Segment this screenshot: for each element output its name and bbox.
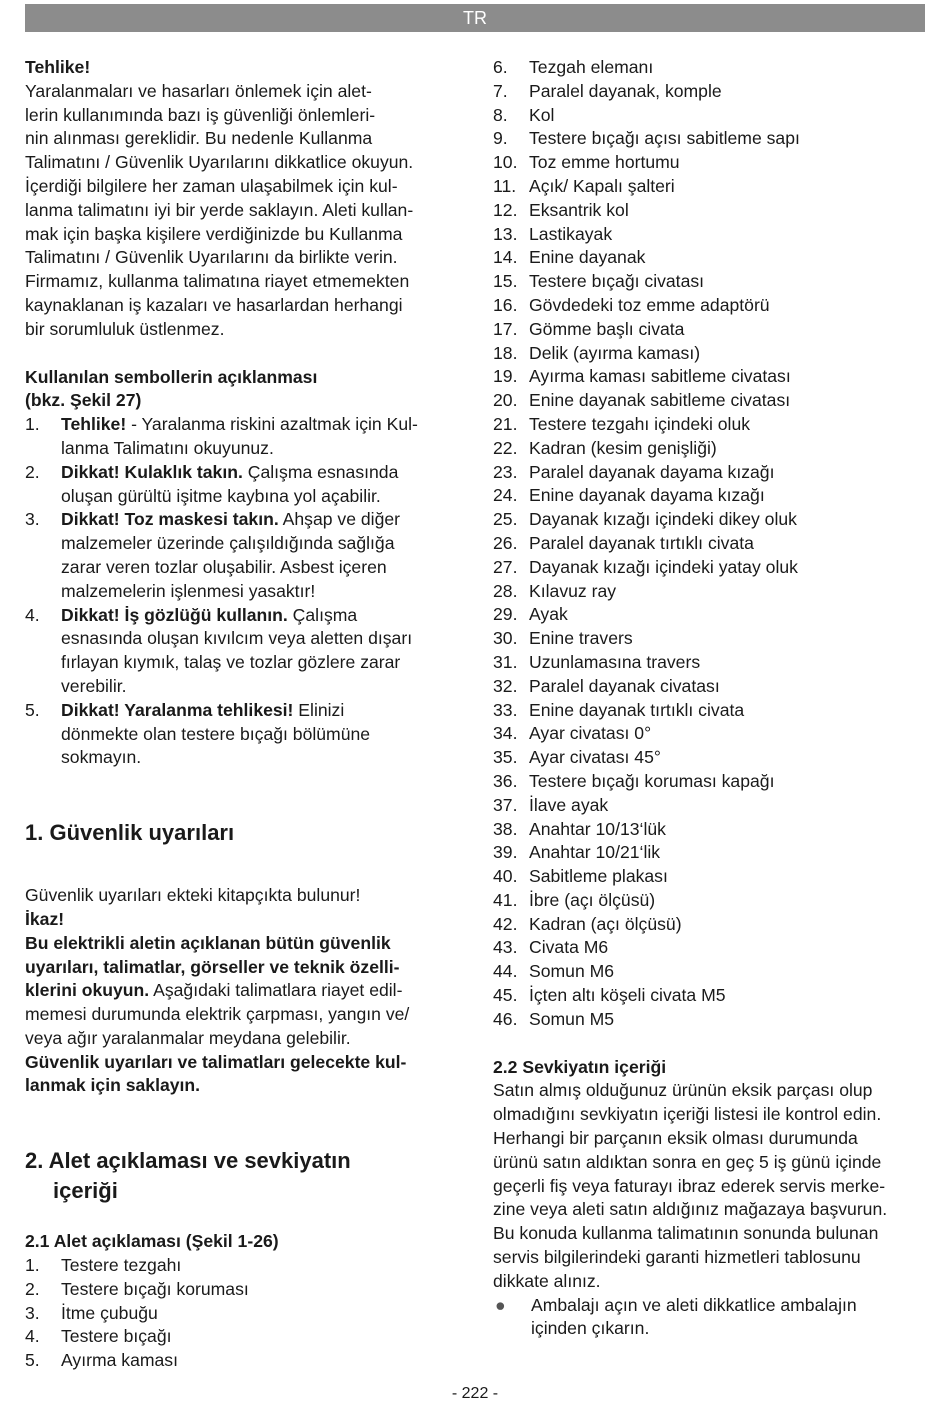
text-line: Aşağıdaki talimatlara riayet edil- [149, 980, 403, 1001]
list-item [493, 913, 925, 937]
item-label: İçten altı köşeli civata M5 [529, 985, 726, 1006]
item-number: 15. [493, 271, 518, 292]
list-item [25, 1278, 465, 1302]
list-item [25, 508, 465, 603]
list-item [493, 865, 925, 889]
list-item [493, 960, 925, 984]
item-label: Ayak [529, 604, 568, 625]
subsection-2-2-title: 2.2 Sevkiyatın içeriği [493, 1056, 667, 1077]
list-item [493, 127, 925, 151]
list-item [493, 56, 925, 80]
item-number: 30. [493, 628, 518, 649]
item-label: Gömme başlı civata [529, 318, 685, 339]
item-number: 38. [493, 818, 518, 839]
item-number: 42. [493, 913, 518, 934]
list-item [493, 889, 925, 913]
item-number: 28. [493, 580, 518, 601]
item-label: Uzunlamasına travers [529, 651, 701, 672]
item-bold-label: Dikkat! İş gözlüğü kullanın. [61, 604, 288, 625]
item-label: Testere bıçağı civatası [529, 271, 705, 292]
list-item [493, 294, 925, 318]
list-item [493, 342, 925, 366]
parts-list-continued [493, 56, 925, 1032]
item-label: Testere bıçağı [61, 1326, 172, 1347]
item-number: 24. [493, 485, 518, 506]
item-label: İlave ayak [529, 794, 609, 815]
list-item [493, 1008, 925, 1032]
text-line: Bu konuda kullanma talimatının sonunda bulunan [493, 1223, 879, 1244]
list-item [25, 1254, 465, 1278]
item-label: Enine travers [529, 628, 633, 649]
item-label: Ayar civatası 0° [529, 723, 652, 744]
item-label: Kadran (kesim genişliği) [529, 437, 717, 458]
text-line: Yaralanmaları ve hasarları önlemek için alet- [25, 80, 372, 101]
item-label: Tezgah elemanı [529, 57, 654, 77]
text-line: memesi durumunda elektrik çarpması, yangın ve/ [25, 1004, 410, 1025]
item-number: 45. [493, 985, 518, 1006]
item-number: 17. [493, 318, 518, 339]
text-line: servis bilgilerindeki garanti hizmetleri tablosunu [493, 1247, 861, 1268]
item-number: 44. [493, 961, 518, 982]
item-number: 3. [25, 1302, 40, 1323]
list-item [493, 794, 925, 818]
item-label: Dayanak kızağı içindeki yatay oluk [529, 556, 798, 577]
delivery-paragraph [493, 1079, 925, 1293]
item-label: Paralel dayanak, komple [529, 80, 722, 101]
list-item [493, 484, 925, 508]
item-number: 32. [493, 675, 518, 696]
item-number: 4. [25, 604, 40, 625]
item-label: Dayanak kızağı içindeki dikey oluk [529, 509, 797, 530]
list-item [493, 722, 925, 746]
list-item [493, 818, 925, 842]
list-item [493, 556, 925, 580]
item-text: esnasında oluşan kıvılcım veya aletten dışarı [61, 628, 413, 649]
item-label: Somun M6 [529, 961, 615, 982]
language-header-bar [25, 4, 925, 32]
item-number: 25. [493, 509, 518, 530]
item-label: Kadran (açı ölçüsü) [529, 913, 682, 934]
item-number: 12. [493, 199, 518, 220]
item-number: 20. [493, 390, 518, 411]
item-text: malzemelerin işlenmesi yasaktır! [61, 580, 316, 601]
item-text: Elinizi [293, 699, 345, 720]
list-item [25, 1302, 465, 1326]
list-item [493, 104, 925, 128]
list-item [493, 151, 925, 175]
danger-heading: Tehlike! [25, 57, 91, 77]
list-item [25, 461, 465, 509]
item-text: oluşan gürültü işitme kaybına yol açabilir. [61, 485, 381, 506]
item-label: Enine dayanak dayama kızağı [529, 485, 765, 506]
item-label: Enine dayanak sabitleme civatası [529, 390, 791, 411]
item-number: 34. [493, 723, 518, 744]
item-label: Ayırma kaması sabitleme civatası [529, 366, 791, 387]
item-bold-label: Tehlike! [61, 414, 127, 435]
item-text: malzemeler üzerinde çalışıldığında sağlığa [61, 533, 395, 554]
bullet-item [493, 1294, 925, 1342]
item-label: Paralel dayanak dayama kızağı [529, 461, 775, 482]
item-text: Çalışma esnasında [242, 461, 399, 482]
subsection-2-1-title: 2.1 Alet açıklaması (Şekil 1-26) [25, 1231, 279, 1252]
text-line: Ambalajı açın ve aleti dikkatlice ambalajın [531, 1294, 857, 1315]
warning-label: İkaz! [25, 908, 65, 929]
item-label: Ayırma kaması [61, 1350, 178, 1371]
item-label: Enine dayanak tırtıklı civata [529, 699, 745, 720]
symbols-list [25, 413, 465, 770]
item-text: Ahşap ve diğer [278, 509, 401, 530]
list-item [493, 80, 925, 104]
symbols-heading: Kullanılan sembollerin açıklanması [25, 366, 318, 387]
item-label: Ayar civatası 45° [529, 747, 661, 768]
item-number: 40. [493, 866, 518, 887]
item-number: 3. [25, 509, 40, 530]
list-item [493, 936, 925, 960]
item-label: Somun M5 [529, 1008, 615, 1029]
language-code: TR [463, 8, 487, 28]
list-item [493, 675, 925, 699]
item-label: Kol [529, 104, 555, 125]
item-label: Civata M6 [529, 937, 609, 958]
text-line: İçerdiği bilgilere her zaman ulaşabilmek için kul- [25, 175, 398, 196]
list-item [493, 532, 925, 556]
list-item [493, 699, 925, 723]
list-item [25, 699, 465, 770]
item-number: 5. [25, 1350, 40, 1371]
text-line: Satın almış olduğunuz ürünün eksik parçası olup [493, 1080, 873, 1101]
list-item [25, 604, 465, 699]
list-item [493, 508, 925, 532]
bullet-icon: ● [495, 1294, 506, 1315]
list-item [493, 318, 925, 342]
text-line: Talimatını / Güvenlik Uyarılarını dikkatlice okuyun. [25, 152, 414, 173]
item-label: Toz emme hortumu [529, 152, 680, 173]
text-line: içinden çıkarın. [531, 1318, 650, 1339]
item-number: 8. [493, 104, 508, 125]
section-2-title: 2. Alet açıklaması ve sevkiyatın [25, 1148, 351, 1174]
list-item [493, 984, 925, 1008]
item-number: 5. [25, 699, 40, 720]
text-line: zine veya aleti satın aldığınız mağazaya başvurun. [493, 1199, 888, 1220]
item-number: 35. [493, 747, 518, 768]
item-number: 13. [493, 223, 518, 244]
item-number: 39. [493, 842, 518, 863]
item-number: 23. [493, 461, 518, 482]
item-text: dönmekte olan testere bıçağı bölümüne [61, 723, 371, 744]
item-number: 7. [493, 80, 508, 101]
text-line: kaynaklanan iş kazaları ve hasarlardan herhangi [25, 294, 403, 315]
item-text: sokmayın. [61, 747, 142, 768]
item-label: Kılavuz ray [529, 580, 617, 601]
text-line: nin alınması gereklidir. Bu nedenle Kullanma [25, 128, 373, 149]
list-item [493, 389, 925, 413]
list-item [25, 413, 465, 461]
text-line: olmadığını sevkiyatın içeriği listesi ile kontrol edin. [493, 1104, 882, 1125]
item-text: - Yaralanma riskini azaltmak için Kul- [126, 414, 418, 435]
item-number: 31. [493, 651, 518, 672]
item-label: Testere tezgahı [61, 1255, 182, 1276]
text-line: Firmamız, kullanma talimatına riayet etmemekten [25, 271, 410, 292]
list-item [25, 1325, 465, 1349]
parts-list [25, 1254, 465, 1373]
item-label: Anahtar 10/21‘lik [529, 842, 661, 863]
item-number: 46. [493, 1008, 518, 1029]
text-line: mak için başka kişilere verdiğinizde bu Kullanma [25, 223, 403, 244]
text-line: Bu elektrikli aletin açıklanan bütün güvenlik [25, 932, 391, 953]
symbols-heading-figure-ref: (bkz. Şekil 27) [25, 390, 142, 411]
item-label: Paralel dayanak civatası [529, 675, 720, 696]
list-item [493, 413, 925, 437]
item-number: 9. [493, 128, 508, 149]
item-number: 6. [493, 57, 508, 77]
list-item [493, 746, 925, 770]
list-item [493, 770, 925, 794]
item-label: Enine dayanak [529, 247, 646, 268]
item-label: Lastikayak [529, 223, 613, 244]
list-item [493, 603, 925, 627]
page-number: - 222 - [451, 1385, 499, 1402]
list-item [493, 651, 925, 675]
item-number: 37. [493, 794, 518, 815]
item-number: 27. [493, 556, 518, 577]
list-item [493, 841, 925, 865]
item-label: Testere bıçağı koruması kapağı [529, 770, 775, 791]
item-number: 2. [25, 461, 40, 482]
text-line: lanmak için saklayın. [25, 1075, 201, 1096]
list-item [493, 437, 925, 461]
item-label: Anahtar 10/13‘lük [529, 818, 666, 839]
item-bold-label: Dikkat! Toz maskesi takın. [61, 509, 279, 530]
item-label: Gövdedeki toz emme adaptörü [529, 294, 770, 315]
item-number: 4. [25, 1326, 40, 1347]
list-item [493, 175, 925, 199]
item-text: lanma Talimatını okuyunuz. [61, 437, 274, 458]
list-item [493, 627, 925, 651]
list-item [493, 365, 925, 389]
item-label: Eksantrik kol [529, 199, 629, 220]
text-line: lanma talimatını iyi bir yerde saklayın. Aleti kullan- [25, 199, 414, 220]
item-label: İbre (açı ölçüsü) [529, 889, 656, 910]
text-line: ürünü satın aldıktan sonra en geç 5 iş günü içinde [493, 1151, 882, 1172]
item-label: Testere bıçağı koruması [61, 1278, 249, 1299]
item-number: 1. [25, 1255, 40, 1276]
item-number: 36. [493, 770, 518, 791]
list-item [25, 1349, 465, 1373]
text-line: Güvenlik uyarıları ve talimatları gelecekte kul- [25, 1051, 407, 1072]
item-label: Sabitleme plakası [529, 866, 668, 887]
item-number: 2. [25, 1278, 40, 1299]
section-2-title-continued: içeriği [53, 1178, 118, 1204]
item-label: Delik (ayırma kaması) [529, 342, 701, 363]
text-line: veya ağır yaralanmalar meydana gelebilir. [25, 1027, 351, 1048]
item-number: 43. [493, 937, 518, 958]
item-number: 1. [25, 414, 40, 435]
item-number: 18. [493, 342, 518, 363]
item-number: 21. [493, 413, 518, 434]
list-item [493, 223, 925, 247]
warning-paragraph [25, 932, 465, 1099]
text-line: Herhangi bir parçanın eksik olması durumunda [493, 1128, 858, 1149]
list-item [493, 270, 925, 294]
item-bold-label: Dikkat! Yaralanma tehlikesi! [61, 699, 294, 720]
text-line: uyarıları, talimatlar, görseller ve teknik özelli- [25, 956, 400, 977]
item-number: 22. [493, 437, 518, 458]
list-item [493, 461, 925, 485]
section-1-text: Güvenlik uyarıları ekteki kitapçıkta bulunur! [25, 885, 361, 906]
text-line: bir sorumluluk üstlenmez. [25, 318, 225, 339]
list-item [493, 580, 925, 604]
section-1-title: 1. Güvenlik uyarıları [25, 820, 235, 846]
item-number: 14. [493, 247, 518, 268]
item-number: 33. [493, 699, 518, 720]
item-label: İtme çubuğu [61, 1302, 158, 1323]
list-item [493, 246, 925, 270]
text-line: geçerli fiş veya faturayı ibraz ederek servis merke- [493, 1175, 886, 1196]
item-text: fırlayan kıymık, talaş ve tozlar gözlere zarar [61, 652, 401, 673]
item-text: zarar veren tozlar oluşabilir. Asbest içeren [61, 556, 387, 577]
intro-paragraph [25, 80, 465, 342]
item-label: Paralel dayanak tırtıklı civata [529, 532, 754, 553]
item-label: Testere bıçağı açısı sabitleme sapı [529, 128, 800, 149]
item-number: 26. [493, 532, 518, 553]
item-label: Testere tezgahı içindeki oluk [529, 413, 751, 434]
list-item [493, 199, 925, 223]
item-number: 11. [493, 175, 517, 196]
text-line: lerin kullanımında bazı iş güvenliği önlemleri- [25, 104, 376, 125]
item-number: 41. [493, 889, 518, 910]
item-number: 19. [493, 366, 518, 387]
item-text: verebilir. [61, 675, 127, 696]
right-column [493, 56, 925, 1341]
item-number: 10. [493, 152, 518, 173]
text-line: dikkate alınız. [493, 1270, 601, 1291]
item-bold-label: Dikkat! Kulaklık takın. [61, 461, 243, 482]
item-number: 16. [493, 294, 518, 315]
item-label: Açık/ Kapalı şalteri [529, 175, 675, 196]
left-column [25, 56, 465, 1373]
item-text: Çalışma [287, 604, 358, 625]
text-line: klerini okuyun. [25, 980, 150, 1001]
text-line: Talimatını / Güvenlik Uyarılarını da birlikte verin. [25, 247, 398, 268]
item-number: 29. [493, 604, 518, 625]
